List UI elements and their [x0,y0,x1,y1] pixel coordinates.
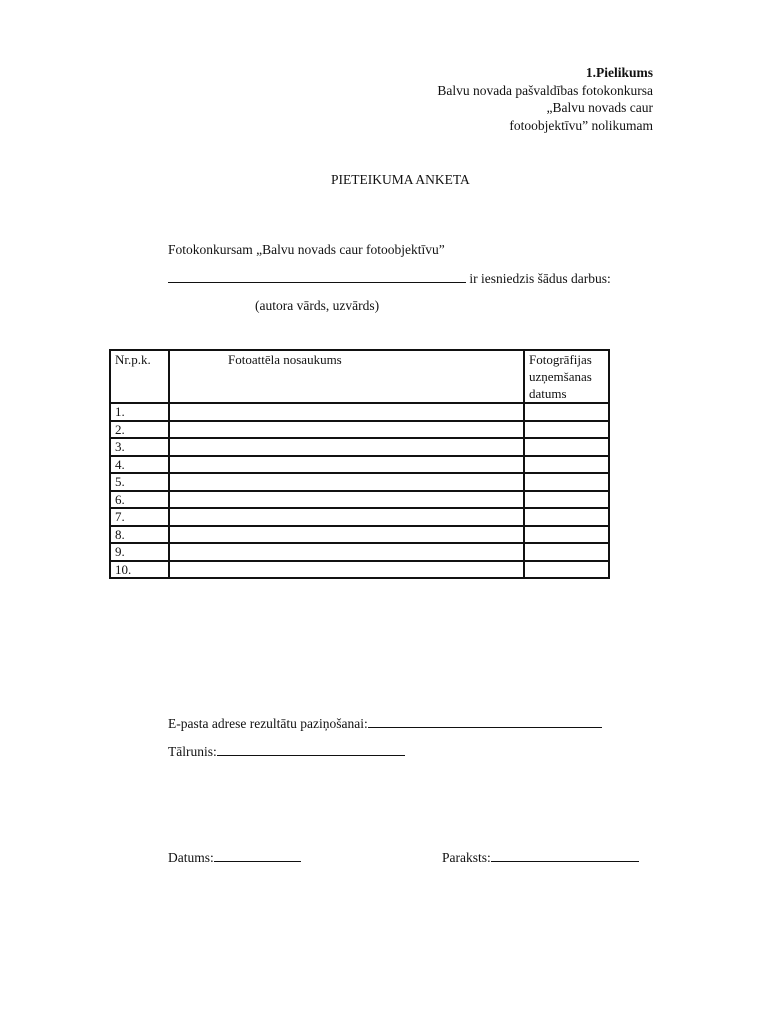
table-row [110,491,609,509]
table-row [110,526,609,544]
email-label: E-pasta adrese rezultātu paziņošanai: [168,716,368,731]
email-field[interactable] [368,715,602,728]
table-row [110,438,609,456]
phone-label: Tālrunis: [168,744,217,759]
photo-date-cell[interactable] [524,473,609,491]
column-header-title: Fotoattēla nosaukums [169,350,524,403]
column-header-date: Fotogrāfijas uzņemšanas datums [524,350,609,403]
row-number-cell: 2. [110,421,169,439]
row-number-cell: 7. [110,508,169,526]
row-number-cell: 5. [110,473,169,491]
table-row [110,421,609,439]
header-line-1: Balvu novada pašvaldības fotokonkursa [437,82,653,98]
photo-date-cell[interactable] [524,508,609,526]
row-number-cell: 8. [110,526,169,544]
date-field[interactable] [214,849,301,862]
document-title: PIETEIKUMA ANKETA [331,172,470,187]
date-label: Datums: [168,850,214,865]
phone-field[interactable] [217,743,405,756]
photo-title-cell[interactable] [169,421,524,439]
photo-title-cell[interactable] [169,543,524,561]
table-row [110,543,609,561]
photo-title-cell[interactable] [169,561,524,579]
photo-title-cell[interactable] [169,473,524,491]
table-row [110,456,609,474]
table-header-row [110,350,609,403]
annex-number: 1.Pielikums [585,65,653,80]
row-number-cell: 4. [110,456,169,474]
photo-title-cell[interactable] [169,526,524,544]
submitted-text: ir iesniedzis šādus darbus: [469,271,611,286]
row-number-cell: 1. [110,403,169,421]
signature-field[interactable] [491,849,639,862]
email-row [168,715,602,732]
phone-row [168,743,405,760]
photo-title-cell[interactable] [169,456,524,474]
photo-date-cell[interactable] [524,403,609,421]
header-line-2: „Balvu novads caur [546,100,653,115]
works-table [109,349,610,579]
table-row [110,561,609,579]
row-number-cell: 10. [110,561,169,579]
author-line [168,270,611,287]
photo-date-cell[interactable] [524,456,609,474]
photo-title-cell[interactable] [169,403,524,421]
contest-intro: Fotokonkursam „Balvu novads caur fotoobjektīvu” [168,242,445,257]
header-line-3: fotoobjektīvu” nolikumam [509,117,653,133]
photo-date-cell[interactable] [524,561,609,579]
row-number-cell: 9. [110,543,169,561]
photo-title-cell[interactable] [169,491,524,509]
photo-date-cell[interactable] [524,438,609,456]
document-header [437,64,653,134]
photo-title-cell[interactable] [169,438,524,456]
photo-date-cell[interactable] [524,543,609,561]
photo-date-cell[interactable] [524,421,609,439]
table-row [110,403,609,421]
row-number-cell: 6. [110,491,169,509]
author-name-field[interactable] [168,270,466,283]
table-row [110,508,609,526]
table-row [110,473,609,491]
row-number-cell: 3. [110,438,169,456]
signature-row [442,849,639,866]
author-hint: (autora vārds, uzvārds) [255,298,380,313]
photo-date-cell[interactable] [524,526,609,544]
photo-title-cell[interactable] [169,508,524,526]
signature-label: Paraksts: [442,850,491,865]
date-row [168,849,301,866]
photo-date-cell[interactable] [524,491,609,509]
column-header-number: Nr.p.k. [110,350,169,403]
